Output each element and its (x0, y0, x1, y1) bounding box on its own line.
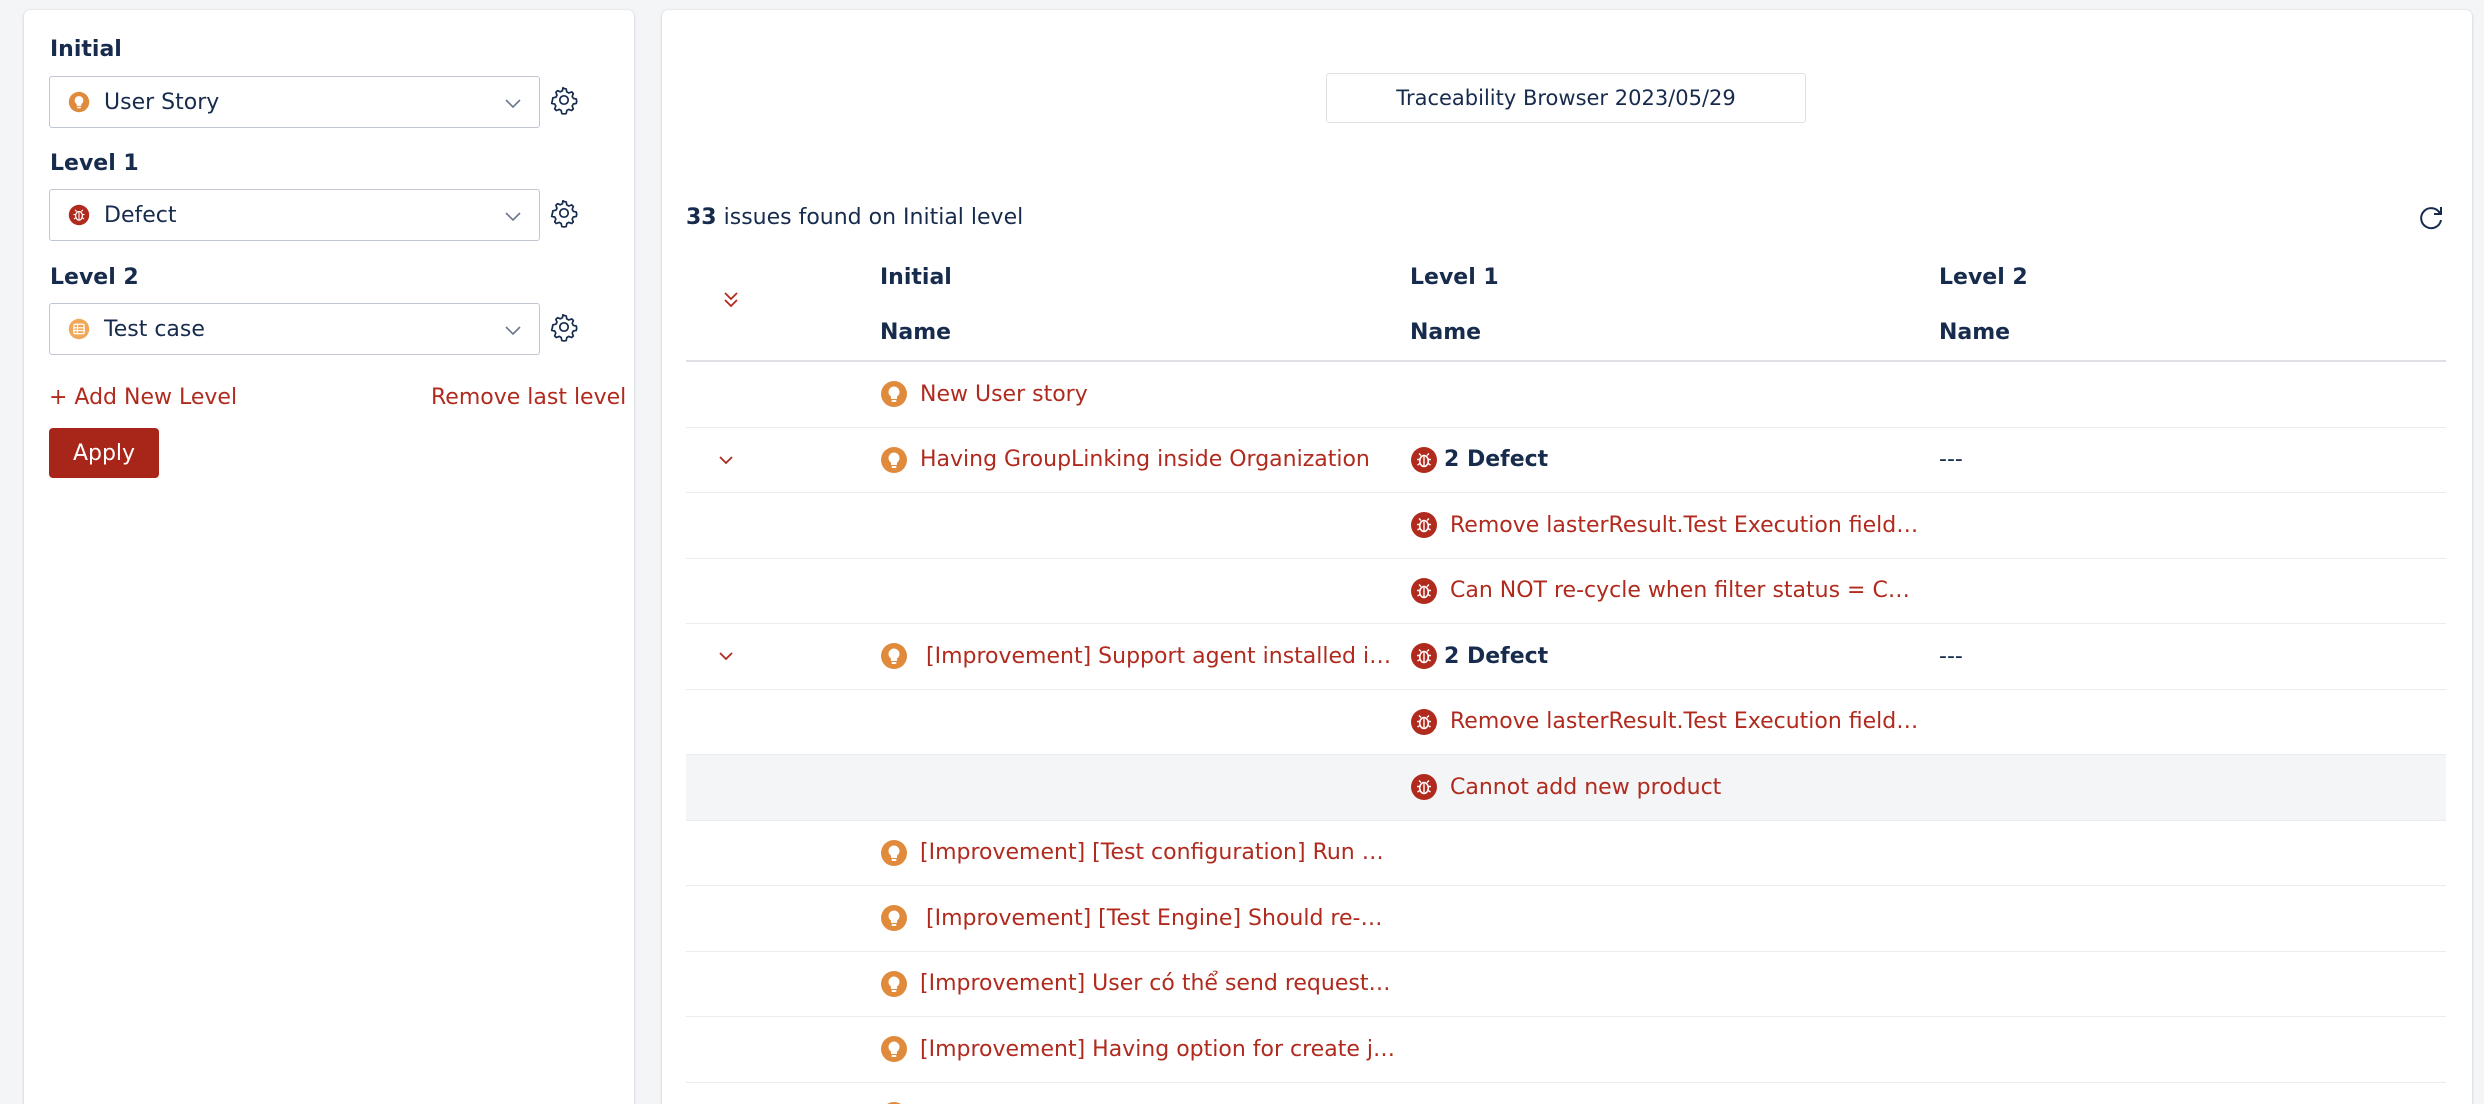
level1-value: Defect (104, 202, 177, 228)
bug-icon (1410, 511, 1438, 539)
issue-link[interactable]: [Improvement] [Test configuration] Run … (920, 840, 1384, 866)
issue-link[interactable]: [Improvement] Having option for create j… (920, 1036, 1395, 1062)
bug-icon (1410, 642, 1438, 670)
bug-icon (1410, 446, 1438, 474)
initial-cell[interactable] (880, 1017, 1395, 1082)
defect-count: 2 Defect (1444, 643, 1549, 669)
level1-cell[interactable] (1410, 690, 1919, 755)
table-row (686, 1017, 2446, 1083)
chevron-down-icon (503, 93, 523, 113)
expand-toggle[interactable] (716, 624, 756, 689)
table-row (686, 886, 2446, 952)
lightbulb-icon (880, 380, 908, 408)
config-panel (24, 10, 634, 1104)
level1-cell[interactable] (1410, 493, 1919, 558)
test-case-icon (68, 318, 90, 340)
table-row (686, 624, 2446, 690)
table-row (686, 1083, 2446, 1104)
lightbulb-icon (880, 839, 908, 867)
lightbulb-icon (68, 91, 90, 113)
empty-placeholder: --- (1939, 643, 1963, 669)
table-row (686, 821, 2446, 887)
table-row (686, 493, 2446, 559)
level1-settings-gear-icon[interactable] (549, 198, 579, 228)
chevron-down-icon[interactable] (716, 646, 736, 666)
issues-count-number: 33 (686, 205, 717, 230)
issues-count-text: issues found on Initial level (716, 205, 1024, 230)
level2-cell (1939, 624, 2339, 689)
refresh-icon[interactable] (2416, 203, 2446, 233)
issue-link[interactable]: [Improvement] User có thể send request… (920, 971, 1391, 997)
bug-icon (1410, 577, 1438, 605)
lightbulb-icon (880, 446, 908, 474)
apply-button[interactable]: Apply (49, 428, 159, 478)
initial-cell[interactable] (880, 1083, 1380, 1104)
col-initial-subheader: Name (880, 320, 952, 345)
defect-count: 2 Defect (1444, 447, 1549, 473)
initial-cell[interactable] (880, 821, 1384, 886)
level2-label: Level 2 (50, 265, 139, 290)
issue-link[interactable]: New User story (920, 381, 1088, 407)
table-row (686, 952, 2446, 1018)
table-row (686, 362, 2446, 428)
browser-title: Traceability Browser 2023/05/29 (1326, 73, 1806, 123)
level1-label: Level 1 (50, 151, 139, 176)
lightbulb-icon (880, 1035, 908, 1063)
level2-settings-gear-icon[interactable] (549, 312, 579, 342)
level2-value: Test case (104, 316, 205, 342)
col-initial-header: Initial (880, 265, 952, 290)
lightbulb-icon (880, 642, 908, 670)
level1-cell (1410, 428, 1910, 493)
level2-cell (1939, 428, 2339, 493)
level1-cell[interactable] (1410, 559, 1910, 624)
level1-cell (1410, 624, 1910, 689)
level1-cell[interactable] (1410, 755, 1910, 820)
initial-level-label: Initial (50, 37, 122, 62)
table-row (686, 690, 2446, 756)
initial-cell[interactable] (880, 428, 1380, 493)
initial-level-value: User Story (104, 89, 220, 115)
issue-link[interactable]: [Improvement] [Test Engine] Should re-… (926, 905, 1383, 931)
issue-link[interactable]: Can NOT re-cycle when filter status = C… (1450, 578, 1910, 604)
initial-cell[interactable] (880, 362, 1380, 427)
traceability-panel (662, 10, 2472, 1104)
col-level1-subheader: Name (1410, 320, 1482, 345)
initial-cell[interactable] (880, 952, 1391, 1017)
initial-level-select[interactable] (49, 76, 540, 128)
col-level1-header: Level 1 (1410, 265, 1499, 290)
issue-link[interactable]: Having GroupLinking inside Organization (920, 447, 1370, 473)
initial-level-settings-gear-icon[interactable] (549, 85, 579, 115)
add-level-button[interactable]: + Add New Level (49, 385, 238, 410)
col-level2-subheader: Name (1939, 320, 2011, 345)
remove-level-button[interactable]: Remove last level (431, 385, 627, 410)
table-row (686, 428, 2446, 494)
lightbulb-icon (880, 970, 908, 998)
traceability-table (686, 362, 2446, 1104)
issue-link[interactable]: Remove lasterResult.Test Execution field… (1450, 512, 1919, 538)
table-row (686, 559, 2446, 625)
bug-icon (1410, 708, 1438, 736)
issues-count (686, 205, 1023, 230)
bug-icon (1410, 773, 1438, 801)
collapse-all-icon[interactable] (716, 285, 746, 315)
chevron-down-icon (503, 206, 523, 226)
col-level2-header: Level 2 (1939, 265, 2028, 290)
chevron-down-icon[interactable] (716, 450, 736, 470)
issue-link[interactable]: Remove lasterResult.Test Execution field… (1450, 709, 1919, 735)
expand-toggle[interactable] (716, 428, 756, 493)
initial-cell[interactable] (880, 624, 1392, 689)
lightbulb-icon (880, 904, 908, 932)
level2-select[interactable] (49, 303, 540, 355)
initial-cell[interactable] (880, 886, 1383, 951)
table-row-hovered (686, 755, 2446, 821)
level1-select[interactable] (49, 189, 540, 241)
bug-icon (68, 204, 90, 226)
chevron-down-icon (503, 320, 523, 340)
empty-placeholder: --- (1939, 447, 1963, 473)
issue-link[interactable]: Cannot add new product (1450, 774, 1722, 800)
issue-link[interactable]: [Improvement] Support agent installed i… (926, 643, 1392, 669)
